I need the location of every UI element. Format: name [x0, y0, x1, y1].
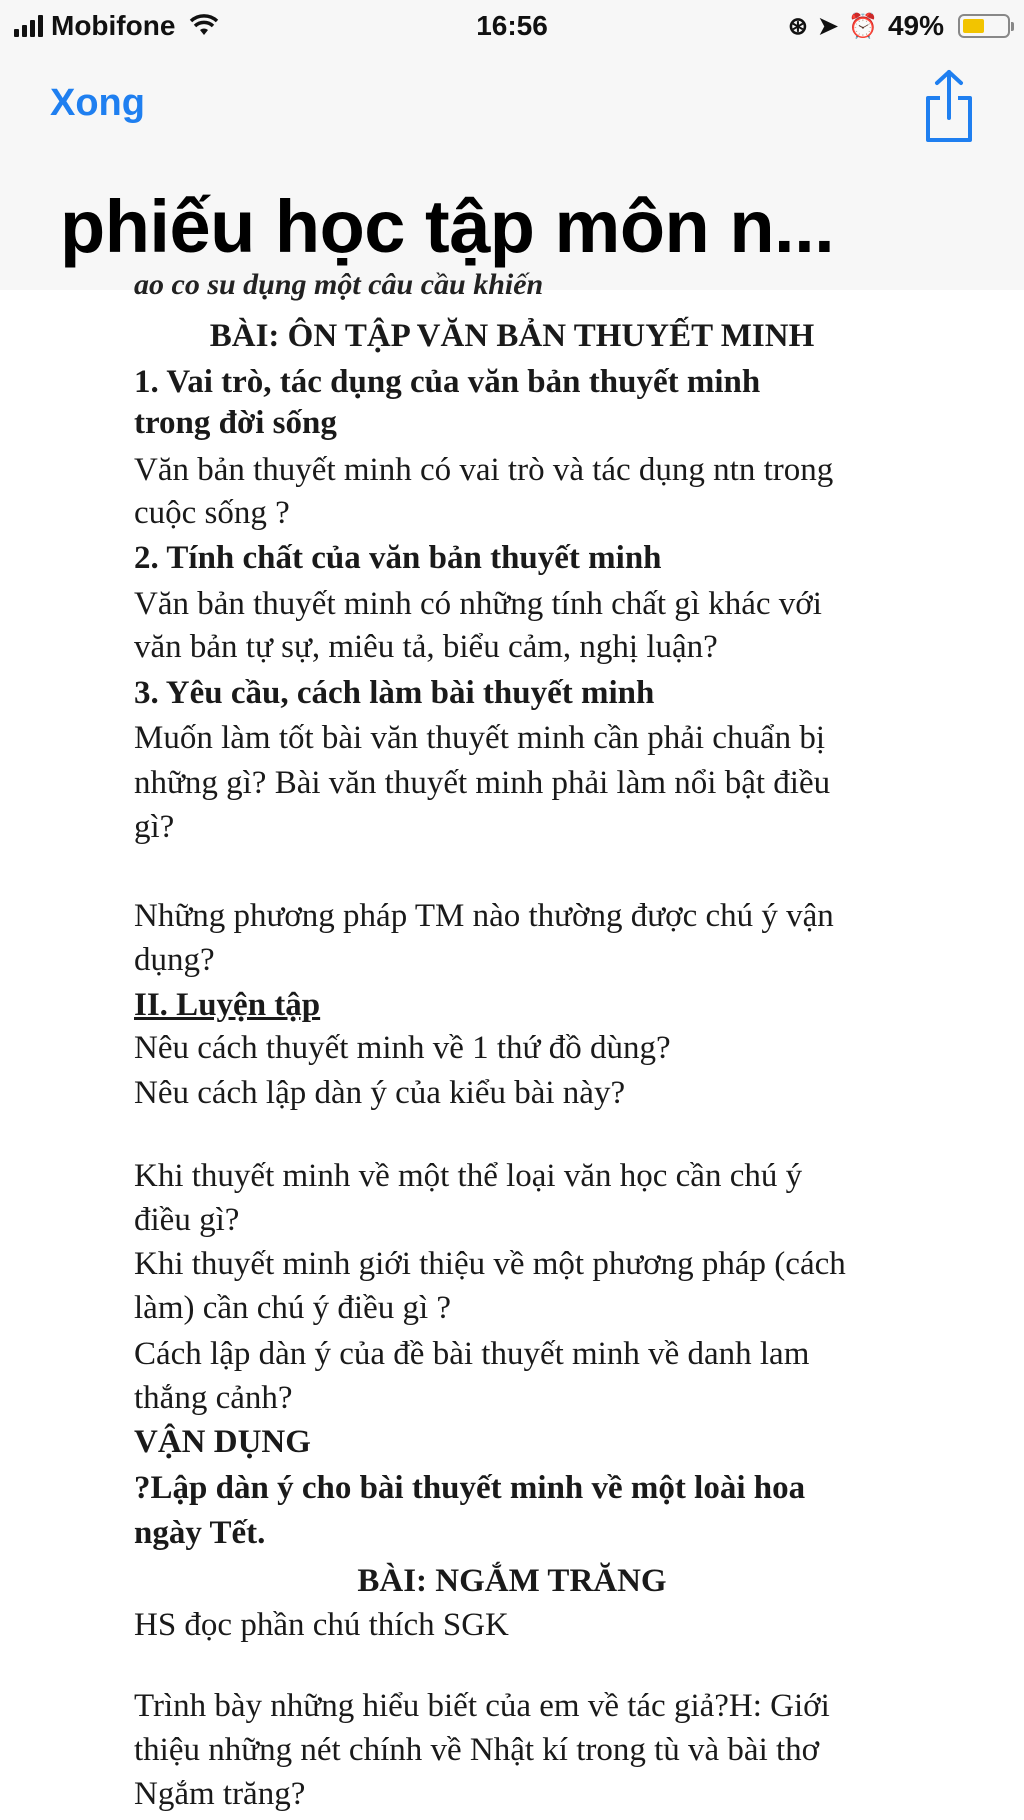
- subheading-continued: trong đời sống: [134, 405, 337, 441]
- lock-rotation-icon: ⊛: [787, 12, 808, 40]
- body-line: dụng?: [134, 942, 215, 978]
- body-line: điều gì?: [134, 1202, 240, 1238]
- body-line: Cách lập dàn ý của đề bài thuyết minh về danh lam: [134, 1336, 810, 1372]
- body-line: thiệu những nét chính về Nhật kí trong tù và bài thơ: [134, 1732, 820, 1768]
- document-view[interactable]: [0, 268, 1024, 1820]
- body-line: HS đọc phần chú thích SGK: [134, 1607, 509, 1643]
- body-line: làm) cần chú ý điều gì ?: [134, 1290, 452, 1326]
- battery-icon: [958, 14, 1010, 38]
- body-line: Nêu cách lập dàn ý của kiểu bài này?: [134, 1075, 626, 1111]
- body-line: Khi thuyết minh giới thiệu về một phương pháp (cách: [134, 1246, 846, 1282]
- subheading-underlined: II. Luyện tập: [134, 987, 321, 1023]
- cut-off-line: ao co su dụng một câu cầu khiến: [134, 268, 544, 301]
- nav-bar: [0, 56, 1024, 290]
- body-line: Văn bản thuyết minh có vai trò và tác dụng ntn trong: [134, 452, 834, 488]
- status-right: [788, 10, 1010, 42]
- body-line: Trình bày những hiểu biết của em về tác giả?H: Giới: [134, 1688, 830, 1724]
- section-heading: BÀI: ÔN TẬP VĂN BẢN THUYẾT MINH: [209, 318, 815, 354]
- body-line: Văn bản thuyết minh có những tính chất gì khác với: [134, 586, 822, 622]
- subheading: 2. Tính chất của văn bản thuyết minh: [134, 540, 662, 576]
- section-heading: BÀI: NGẮM TRĂNG: [357, 1563, 667, 1599]
- body-line: Nêu cách thuyết minh về 1 thứ đồ dùng?: [134, 1030, 671, 1066]
- location-icon: ➤: [817, 12, 839, 40]
- body-line: Những phương pháp TM nào thường được chú ý vận: [134, 898, 834, 934]
- share-icon[interactable]: [922, 68, 976, 144]
- subheading: 3. Yêu cầu, cách làm bài thuyết minh: [134, 675, 655, 711]
- body-line: những gì? Bài văn thuyết minh phải làm nổi bật điều: [134, 765, 831, 801]
- subheading: 1. Vai trò, tác dụng của văn bản thuyết minh: [134, 364, 761, 400]
- document-title: phiếu học tập môn n...: [60, 185, 835, 268]
- bold-line: ?Lập dàn ý cho bài thuyết minh về một loài hoa: [134, 1470, 806, 1506]
- body-line: gì?: [134, 809, 175, 845]
- status-time: 16:56: [476, 10, 548, 41]
- subheading: VẬN DỤNG: [134, 1424, 311, 1460]
- status-bar: [0, 0, 1024, 56]
- body-line: văn bản tự sự, miêu tả, biểu cảm, nghị luận?: [134, 629, 718, 665]
- body-line: Muốn làm tốt bài văn thuyết minh cần phải chuẩn bị: [134, 720, 826, 756]
- body-line: cuộc sống ?: [134, 495, 290, 531]
- bold-line: ngày Tết.: [134, 1515, 266, 1551]
- carrier-label: Mobifone: [51, 10, 176, 41]
- alarm-icon: ⏰: [848, 12, 878, 40]
- battery-fill: [963, 19, 984, 33]
- done-button[interactable]: Xong: [50, 82, 145, 124]
- battery-percent: 49%: [887, 10, 944, 41]
- body-line: Khi thuyết minh về một thể loại văn học cần chú ý: [134, 1158, 803, 1194]
- body-line: Ngắm trăng?: [134, 1776, 306, 1812]
- body-line: thắng cảnh?: [134, 1380, 293, 1416]
